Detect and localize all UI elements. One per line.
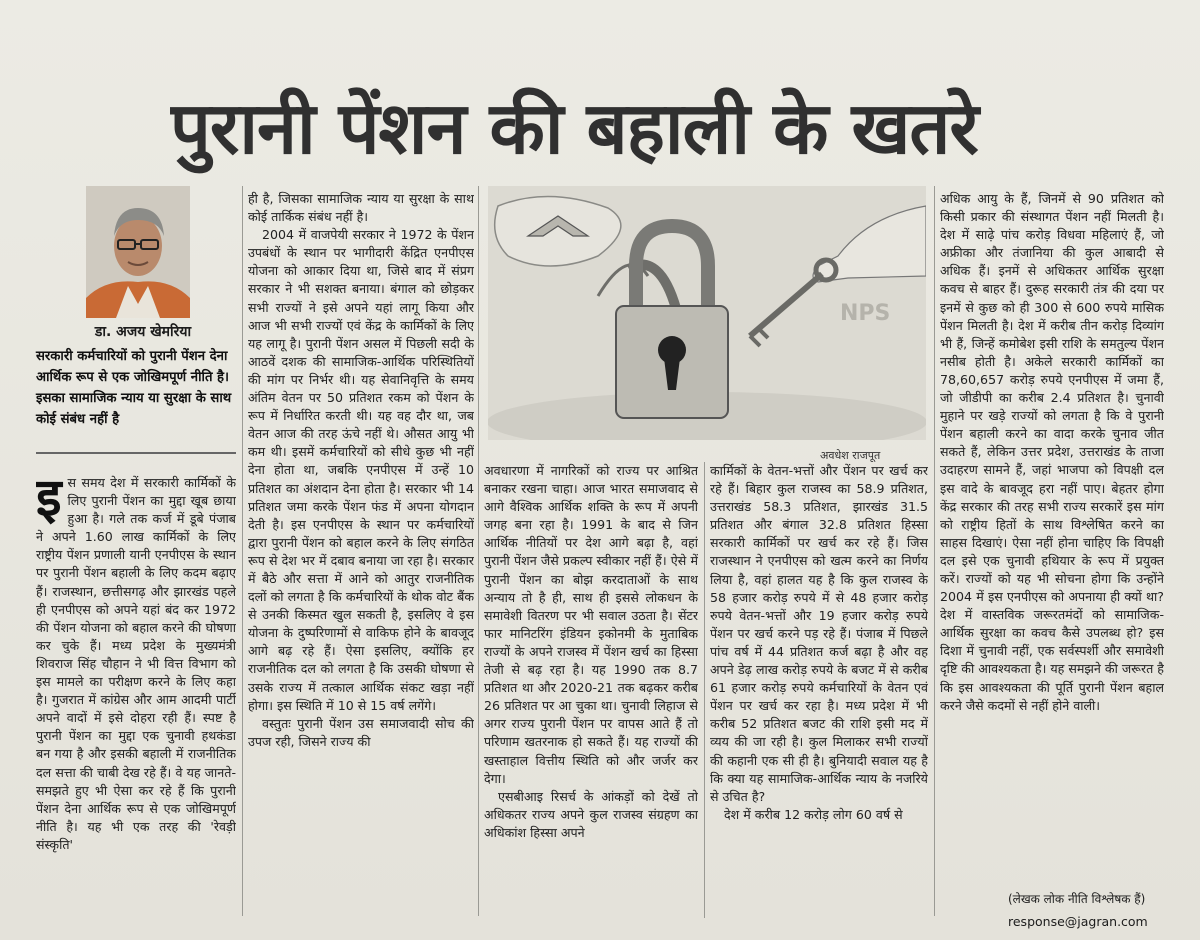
- column-divider-4: [934, 186, 935, 916]
- column-3: [484, 462, 698, 918]
- padlock-illustration: [488, 186, 926, 440]
- article-dek: सरकारी कर्मचारियों को पुरानी पेंशन देना आर्थिक रूप से एक जोखिमपूर्ण नीति है। इसका सामाजिक न्याय या सुरक्षा के साथ कोई संबंध नहीं है: [36, 349, 232, 427]
- column-2: [248, 190, 474, 918]
- column-3-para-2: एसबीआइ रिसर्च के आंकड़ों को देखें तो अधिकतर राज्य अपने कुल राजस्व संग्रहण का अधिकांश हिस्सा अपने: [484, 788, 698, 840]
- column-2-para-3: वस्तुतः पुरानी पेंशन उस समाजवादी सोच की उपज रही, जिसने राज्य की: [248, 715, 474, 749]
- response-email[interactable]: response@jagran.com: [1008, 914, 1148, 929]
- dek-divider: [36, 452, 236, 454]
- headline: पुरानी पेंशन की बहाली के खतरे: [170, 86, 978, 170]
- column-5-para-1: अधिक आयु के हैं, जिनमें से 90 प्रतिशत को किसी प्रकार की संस्थागत पेंशन नहीं मिलती है। देश में साढ़े पांच करोड़ विधवा महिलाएं हैं, जो अफ्रीका और तंजानिया की कुल आबादी से अधिक हैं। इनमें से अधिकतर आर्थिक सुरक्षा कवच से बाहर हैं। दुरूह सरकारी तंत्र की दया पर इनमें से कुछ को ही 300 से 600 रुपये मासिक पेंशन मिलती है। देश में करीब तीन करोड़ दिव्यांग भी हैं, जिन्हें कमोबेश इसी राशि के समतुल्य पेंशन नसीब होती है। अकेले सरकारी कार्मिकों का 78,60,657 करोड़ रुपये एनपीएस में जमा हैं, जो जीडीपी का करीब 2.4 प्रतिशत है। चुनावी मुहाने पर खड़े राज्यों को लगता है कि वे पुरानी पेंशन बहाली करने का वादा करके चुनाव जीत सकते हैं, लेकिन उत्तर प्रदेश, उत्तराखंड के ताजा उदाहरण सामने हैं, जहां भाजपा को विपक्षी दल इस वादे के बावजूद हरा नहीं पाए। बेहतर होगा केंद्र सरकार की तरह सभी राज्य सरकारें इस मांग को राष्ट्रीय हितों के साथ विश्लेषित करने का साहस दिखाएं। ऐसा नहीं होना चाहिए कि विपक्षी दल इसे एक चुनावी हथियार के रूप में प्रयुक्त करें। राज्यों को यह भी सोचना होगा कि उन्होंने 2004 में इस एनपीएस को अपनाया ही क्यों था? देश में वास्तविक जरूरतमंदों को सामाजिक-आर्थिक सुरक्षा का कवच कैसे उपलब्ध हो? इस दिशा में चुनावी नहीं, एक सर्वस्पर्शी और समावेशी दृष्टि की आवश्यकता है। यह समझने की जरूरत है कि इस आवश्यकता की पूर्ति पुरानी पेंशन बहाल करने जैसे कदमों से नहीं होने वाली।: [940, 191, 1164, 713]
- author-byline: डा. अजय खेमरिया: [94, 324, 192, 340]
- column-4-para-1: कार्मिकों के वेतन-भत्तों और पेंशन पर खर्च कर रहे हैं। बिहार कुल राजस्व का 58.9 प्रतिशत, उत्तराखंड 58.3 प्रतिशत, झारखंड 31.5 प्रतिशत और बंगाल 32.8 प्रतिशत हिस्सा सरकारी कार्मिकों पर खर्च कर रहे हैं। जिस राजस्थान ने एनपीएस को खत्म करने का निर्णय लिया है, वहां हालत यह है कि कुल राजस्व के 58 हजार करोड़ रुपये में से 48 हजार करोड़ रुपये वेतन-भत्तों और 19 हजार करोड़ रुपये पेंशन पर खर्च करने पड़ रहे हैं। पंजाब में पिछले पांच वर्ष में 44 प्रतिशत कर्ज बढ़ा है और वह अपने डेढ़ लाख करोड़ रुपये के बजट में से करीब 61 हजार करोड़ रुपये कर्मचारियों के वेतन एवं पेंशन पर खर्च कर रहा है। मध्य प्रदेश में भी करीब 52 प्रतिशत बजट की राशि इसी मद में व्यय की जा रही है। कुल मिलाकर सभी राज्यों की कहानी एक सी ही है। बुनियादी सवाल यह है कि क्या यह सामाजिक-आर्थिक न्याय के नजरिये से उचित है?: [710, 463, 928, 804]
- lock-key-illustration: [488, 186, 926, 440]
- column-4-para-2: देश में करीब 12 करोड़ लोग 60 वर्ष से: [724, 806, 903, 822]
- column-2-para-1: ही है, जिसका सामाजिक न्याय या सुरक्षा के साथ कोई तार्किक संबंध नहीं है।: [248, 191, 474, 225]
- author-note: (लेखक लोक नीति विश्लेषक हैं): [1008, 892, 1146, 906]
- drop-cap: इ: [36, 474, 62, 528]
- nps-label: NPS: [840, 301, 891, 326]
- column-2-para-2: 2004 में वाजपेयी सरकार ने 1972 के पेंशन उपबंधों के स्थान पर भागीदारी केंद्रित एनपीएस योजना को आकार दिया था, जिसे बाद में संप्रग सरकार ने भी सशक्त बनाया। बंगाल को छोड़कर सभी राज्यों ने इसे अपने यहां लागू किया और आज भी सभी राज्यों एवं केंद्र के कार्मिकों के लिए यह लागू है। पुरानी पेंशन असल में पिछली सदी के आठवें दशक की सामाजिक-आर्थिक परिस्थितियों की मांग पर निर्भर थी। यह सेवानिवृत्ति के समय अंतिम वेतन पर 50 प्रतिशत रकम को पेंशन के रूप में निर्धारित करती थी। यह वह दौर था, जब वेतन आज की तरह ऊंचे नहीं थे। औसत आयु भी कम थी। इसमें कर्मचारियों को सीधे कुछ भी नहीं देना होता था, जबकि एनपीएस में उन्हें 10 प्रतिशत का अंशदान देना होता है। सरकार भी 14 प्रतिशत जमा करके पेंशन फंड में अपना योगदान देती है। इस एनपीएस के स्थान पर कर्मचारियों द्वारा पुरानी पेंशन को बहाल करने के लिए संगठित रूप से देश भर में दबाव बनाया जा रहा है। सरकार में बैठे और सत्ता में आने को आतुर राजनीतिक दलों को लगता है कि कर्मचारियों के थोक वोट बैंक से उनकी किस्मत खुल सकती है, इसलिए वे इस योजना के दुष्परिणामों से वाकिफ होने के बावजूद आगे बढ़ रहे हैं। ऐसा इसलिए, क्योंकि हर राजनीतिक दल को लगता है कि उसकी घोषणा से उसके राज्य में तत्काल आर्थिक संकट खड़ा नहीं होगा। इस स्थिति में 10 से 15 वर्ष लगेंगे।: [248, 227, 474, 713]
- column-divider-2: [478, 186, 479, 916]
- illustration-credit: अवधेश राजपूत: [820, 449, 881, 462]
- column-1-text: स समय देश में सरकारी कार्मिकों के लिए पुरानी पेंशन का मुद्दा खूब छाया हुआ है। गले तक कर्ज में डूबे पंजाब ने अपने 1.60 लाख कार्मिकों के लिए राष्ट्रीय पेंशन प्रणाली यानी एनपीएस के स्थान पर पुरानी पेंशन बहाली के लिए कदम बढ़ाए हैं। राजस्थान, छत्तीसगढ़ और झारखंड पहले ही एनपीएस को अपने यहां बंद कर 1972 की पेंशन योजना को बहाल करने की घोषणा कर चुके हैं। मध्य प्रदेश के मुख्यमंत्री शिवराज सिंह चौहान ने भी वित्त विभाग को इस मामले का परीक्षण करने के लिए कहा है। गुजरात में कांग्रेस और आम आदमी पार्टी अपने वादों में इसे दोहरा रही हैं। स्पष्ट है पुरानी पेंशन का मुद्दा एक चुनावी हथकंडा बन गया है और इसकी बहाली में राजनीतिक दल सत्ता की चाबी देख रहे हैं। वे यह जानते-समझते हुए भी ऐसा कर रहे हैं कि पुरानी पेंशन देना आर्थिक रूप से एक जोखिमपूर्ण नीति है। यह भी एक तरह की 'रेवड़ी संस्कृति': [36, 475, 236, 852]
- column-3-para-1: अवधारणा में नागरिकों को राज्य पर आश्रित बनाकर रखना चाहा। आज भारत समाजवाद से आगे वैश्विक आर्थिक शक्ति के रूप में अपनी जगह बना रहा है। 1991 के बाद से जिन आर्थिक नीतियों पर देश आगे बढ़ा है, वहां पुरानी पेंशन जैसे प्रकल्प स्वीकार नहीं हैं। ऐसे में पुरानी पेंशन का बोझ करदाताओं के साथ अन्याय तो है ही, साथ ही इससे लोकधन के समावेशी वितरण पर भी सवाल उठता है। सेंटर फार मानिटरिंग इंडियन इकोनमी के मुताबिक राज्यों के अपने राजस्व में पेंशन खर्च का हिस्सा तेजी से बढ़ रहा है। यह 1990 तक 8.7 प्रतिशत था और 2020-21 तक बढ़कर करीब 26 प्रतिशत पर आ चुका था। चुनावी लिहाज से अगर राज्य पुरानी पेंशन पर वापस आते हैं तो परिणाम खतरनाक हो सकते हैं। यह राज्यों की खस्ताहाल वित्तीय स्थिति को और जर्जर कर देगा।: [484, 463, 698, 786]
- column-4: [710, 462, 928, 918]
- column-1: [36, 474, 236, 914]
- author-portrait-illustration: [86, 186, 190, 318]
- column-5: [940, 190, 1164, 884]
- column-divider-1: [242, 186, 243, 916]
- column-divider-3: [704, 462, 705, 918]
- author-photo: [86, 186, 190, 318]
